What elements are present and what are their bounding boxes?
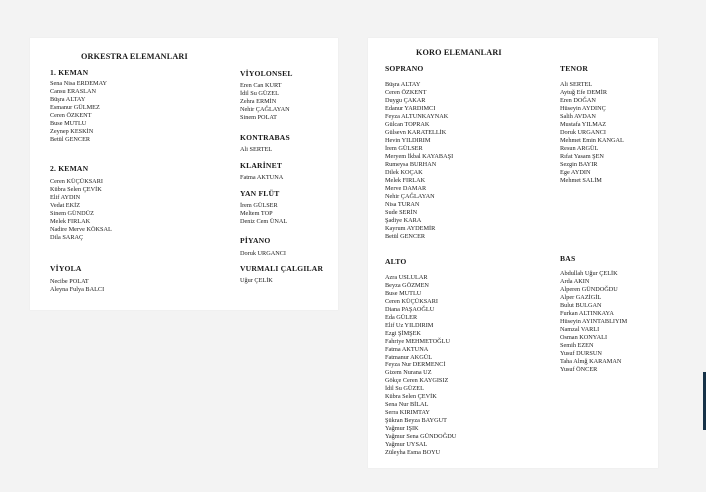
member-name: Yusuf DURSUN: [560, 350, 602, 358]
alto-heading: ALTO: [385, 257, 407, 266]
viola-list: [50, 278, 104, 294]
double-bass-heading: KONTRABAS: [240, 133, 290, 142]
member-name: Şükran Beyza BAYGUT: [385, 417, 447, 425]
member-name: Büşra ALTAY: [50, 96, 86, 104]
member-name: Sena Nisa ERDEMAY: [50, 80, 108, 87]
member-name: Mehmet Emin KANGAL: [560, 137, 624, 145]
member-name: Meltem TOP: [240, 210, 273, 218]
soprano-list: [385, 81, 453, 241]
member-name: Buse MUTLU: [385, 289, 422, 297]
member-name: Ezgi ŞİMŞEK: [385, 329, 421, 337]
member-name: Mehmet SALİM: [560, 177, 602, 185]
alto-list: [385, 274, 456, 457]
member-name: Hevin YILDIRIM: [385, 137, 431, 145]
member-name: Rıfat Yasam ŞEN: [560, 153, 604, 161]
member-name: Yağmur UYSAL: [385, 441, 428, 449]
member-name: Nadire Merve KÖKSAL: [50, 226, 112, 234]
member-name: Sena Nur BİLAL: [385, 401, 429, 409]
piano-list: [240, 250, 286, 258]
member-name: Arda AKIN: [560, 278, 590, 286]
member-name: Sinem GÜNDÜZ: [50, 210, 94, 218]
member-name: Bulut BULGAN: [560, 302, 602, 310]
second-violin-list: [50, 178, 112, 242]
member-name: Fatma AKTUNA: [385, 345, 429, 353]
member-name: Betül GENCER: [50, 136, 91, 144]
member-name: Sude SERİN: [385, 209, 418, 217]
member-name: İrem GÜLSER: [240, 202, 278, 209]
member-name: Melek FIRLAK: [385, 177, 426, 185]
member-name: Fatma AKTUNA: [240, 174, 284, 181]
member-name: Aleyna Fulya BALCI: [50, 286, 105, 294]
member-name: Alperen GÜNDOĞDU: [560, 286, 618, 294]
member-name: Melek FIRLAK: [50, 218, 91, 226]
member-name: Doruk URGANCI: [560, 129, 607, 137]
member-name: Elif Uz YILDIRIM: [385, 321, 434, 329]
member-name: Merve DAMAR: [385, 185, 427, 193]
member-name: Sinem POLAT: [240, 114, 277, 122]
member-name: Serra KIRIMTAY: [385, 409, 430, 417]
bass-list: [560, 270, 627, 374]
member-name: Vedat EKİZ: [50, 202, 81, 210]
member-name: Abdullah Uğur ÇELİK: [560, 270, 618, 277]
member-name: Yağmur Sena GÜNDOĞDU: [385, 433, 457, 441]
member-name: Salih AVDAN: [560, 113, 596, 121]
member-name: Kübra Selen ÇEVİK: [385, 393, 437, 401]
member-name: Edanur YARDIMCI: [385, 105, 436, 113]
member-name: Züleyha Esma BOYU: [385, 448, 441, 456]
member-name: Yağmur IŞIK: [385, 425, 419, 433]
member-name: Taha Almğ KARAMAN: [560, 358, 622, 366]
member-name: Büşra ALTAY: [385, 81, 421, 88]
member-name: Ceren ÖZKENT: [50, 112, 92, 120]
member-name: Feyza ALTUNKAYNAK: [385, 113, 449, 121]
soprano-heading: SOPRANO: [385, 64, 424, 73]
member-name: Zehra ERMİN: [240, 98, 277, 106]
member-name: Kayrum AYDEMİR: [385, 225, 436, 233]
member-name: Namzal VARLI: [560, 326, 600, 334]
member-name: Meryem İkbal KAYABAŞI: [385, 153, 454, 161]
first-violin-list: [50, 80, 107, 144]
member-name: Azra USLULAR: [385, 274, 428, 281]
member-name: Dilek KOÇAK: [385, 169, 423, 177]
member-name: Sezgin BAYIR: [560, 161, 598, 169]
member-name: Elif AYDIN: [50, 194, 81, 202]
member-name: Duygu ÇAKAR: [385, 97, 426, 105]
member-name: Uğur ÇELİK: [240, 277, 273, 284]
choir-page: [368, 38, 658, 468]
second-violin-heading: 2. KEMAN: [50, 164, 89, 173]
member-name: Fahriye MEHMETOĞLU: [385, 337, 450, 345]
member-name: Ceren KÜÇÜKSARI: [385, 297, 438, 305]
recorder-heading: YAN FLÜT: [240, 189, 280, 198]
member-name: Eda GÜLER: [385, 313, 418, 321]
member-name: Nehir ÇAĞLAYAN: [385, 193, 435, 201]
tenor-list: [560, 81, 624, 185]
viola-heading: VİYOLA: [50, 264, 82, 273]
member-name: Nisa TURAN: [385, 201, 420, 209]
recorder-list: [240, 202, 287, 226]
percussion-heading: VURMALI ÇALGILAR: [240, 264, 324, 273]
double-bass-list: [240, 146, 272, 154]
member-name: Kübra Selen ÇEVİK: [50, 186, 102, 194]
member-name: Nehir ÇAĞLAYAN: [240, 106, 290, 114]
bass-heading: BAS: [560, 254, 576, 263]
member-name: Furkan ALTINKAYA: [560, 310, 614, 318]
member-name: Doruk URGANCI: [240, 250, 287, 257]
member-name: Ceren ÖZKENT: [385, 89, 427, 97]
member-name: Diana PAŞAOĞLU: [385, 305, 435, 313]
orchestra-page: [30, 38, 338, 310]
member-name: Semih EZEN: [560, 342, 594, 350]
member-name: Ege AYDIN: [560, 169, 591, 177]
member-name: Osman KONYALI: [560, 334, 608, 342]
member-name: Buse MUTLU: [50, 120, 87, 128]
member-name: Cansu ERASLAN: [50, 88, 97, 96]
choir-title: KORO ELEMANLARI: [416, 48, 502, 57]
member-name: Necibe POLAT: [50, 278, 89, 285]
member-name: Resun ARGÜL: [560, 145, 599, 153]
member-name: Eren Can KURT: [240, 82, 282, 89]
orchestra-title: ORKESTRA ELEMANLARI: [81, 52, 188, 61]
member-name: Hüseyin AYDINÇ: [560, 105, 606, 113]
member-name: İdil Su GÜZEL: [240, 90, 279, 98]
member-name: Ceren KÜÇÜKSARI: [50, 178, 103, 185]
clarinet-heading: KLARİNET: [240, 161, 283, 170]
member-name: Gülcan TOPRAK: [385, 121, 430, 129]
member-name: Beyza GÖZMEN: [385, 281, 429, 289]
member-name: Gülsevn KARATELLİK: [385, 129, 447, 137]
member-name: Esmanur GÜLMEZ: [50, 104, 100, 112]
member-name: Deniz Cem ÜNAL: [240, 218, 288, 226]
member-name: Alper GAZİGİL: [560, 294, 602, 302]
member-name: Ali SERTEL: [240, 146, 273, 153]
tenor-heading: TENOR: [560, 64, 589, 73]
cello-list: [240, 82, 290, 122]
member-name: Aytuğ Efe DEMİR: [560, 89, 607, 97]
member-name: Rumeysa BURHAN: [385, 161, 437, 169]
member-name: Hüseyin AYINTABLIYIM: [560, 318, 628, 326]
member-name: Dila SARAÇ: [50, 234, 84, 242]
clarinet-list: [240, 174, 283, 182]
member-name: Şadiye KARA: [385, 217, 422, 225]
member-name: Betül GENCER: [385, 233, 426, 241]
member-name: Ali SERTEL: [560, 81, 593, 88]
piano-heading: PİYANO: [240, 236, 271, 245]
member-name: Mustafa YILMAZ: [560, 121, 607, 129]
percussion-list: [240, 277, 273, 285]
member-name: Gizem Nurana UZ: [385, 369, 432, 377]
member-name: Zeynep KESKİN: [50, 128, 94, 136]
member-name: İdil Su GÜZEL: [385, 385, 424, 393]
cello-heading: VİYOLONSEL: [240, 69, 293, 78]
member-name: Gökçe Ceren KAYGISIZ: [385, 377, 449, 385]
member-name: İrem GÜLSER: [385, 145, 423, 153]
first-violin-heading: 1. KEMAN: [50, 68, 89, 77]
member-name: Eren DOĞAN: [560, 97, 596, 105]
member-name: Feyza Nur DERMENCİ: [385, 361, 446, 369]
member-name: Yusuf ÖNCER: [560, 366, 598, 374]
member-name: Fatmanur AKGÜL: [385, 353, 433, 361]
